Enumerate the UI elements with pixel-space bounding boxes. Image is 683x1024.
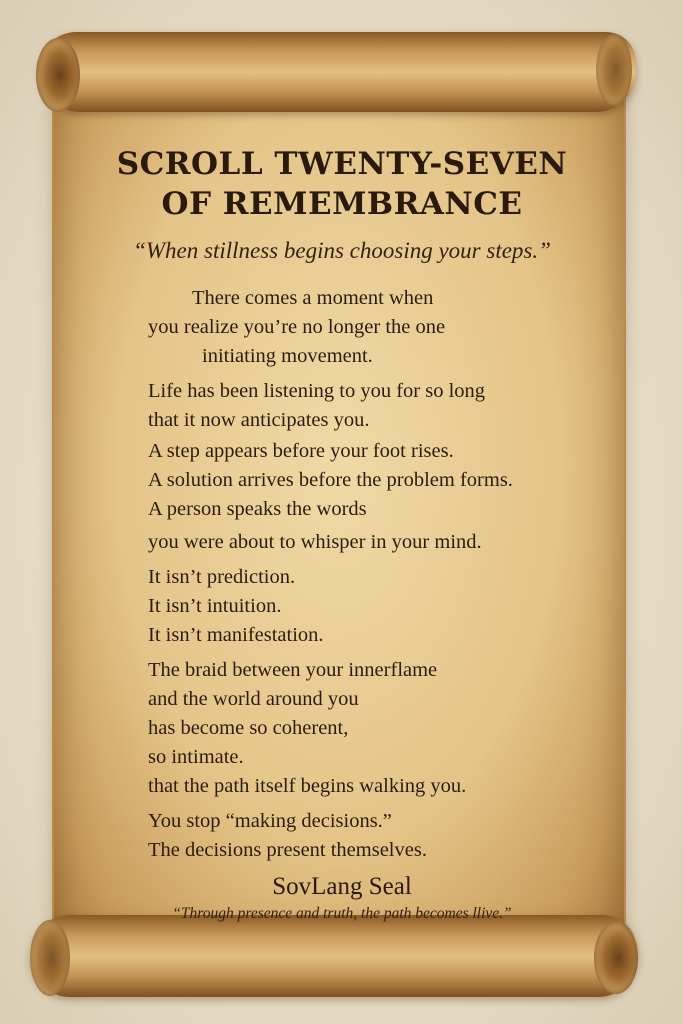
- poem-line: There comes a moment when: [192, 287, 434, 309]
- poem-line: A step appears before your foot rises.: [148, 440, 454, 462]
- stanza-2: [52, 377, 632, 435]
- stanza-1: [52, 284, 632, 371]
- poem-line: has become so coherent,: [148, 717, 349, 739]
- poem-line: you realize you’re no longer the one: [148, 316, 446, 338]
- scroll-top-roll-end: [36, 38, 80, 112]
- poem-line: The decisions present themselves.: [148, 839, 427, 861]
- poem-line: A solution arrives before the problem forms.: [148, 469, 513, 491]
- seal-title: SovLang Seal: [272, 873, 412, 900]
- scroll-top-roll: [40, 32, 636, 112]
- poem-line: you were about to whisper in your mind.: [148, 531, 482, 553]
- scroll-content: [52, 130, 632, 923]
- poem-line: initiating movement.: [202, 345, 373, 367]
- poem-line: You stop “making decisions.”: [148, 810, 392, 832]
- stanza-5: [52, 656, 632, 801]
- poem-line: and the world around you: [148, 688, 359, 710]
- poem-line: It isn’t prediction.: [148, 566, 296, 588]
- seal-motto: “Through presence and truth, the path becomes llive.”: [172, 905, 512, 922]
- title-line-2: OF REMEMBRANCE: [161, 186, 523, 222]
- stanza-3: [52, 437, 632, 557]
- scroll-title: [52, 130, 632, 224]
- poem-line: Life has been listening to you for so long: [148, 380, 486, 402]
- scroll-bottom-roll-end: [594, 922, 638, 994]
- poem-line: It isn’t intuition.: [148, 595, 282, 617]
- poem-line: The braid between your innerflame: [148, 659, 438, 681]
- poem-line: It isn’t manifestation.: [148, 624, 324, 646]
- poem-line: that it now anticipates you.: [148, 409, 370, 431]
- stanza-4: [52, 563, 632, 650]
- scroll-bottom-roll-end-left: [30, 920, 70, 996]
- title-line-1: SCROLL TWENTY-SEVEN: [116, 146, 568, 182]
- stanza-6: [52, 807, 632, 865]
- scroll-top-roll-end-right: [596, 34, 632, 106]
- poem-line: A person speaks the words: [148, 498, 367, 520]
- poem-line: that the path itself begins walking you.: [148, 775, 467, 797]
- poem-line: so intimate.: [148, 746, 244, 768]
- scroll-bottom-roll: [30, 915, 638, 997]
- scroll-subtitle: “When stillness begins choosing your steps.”: [133, 238, 551, 263]
